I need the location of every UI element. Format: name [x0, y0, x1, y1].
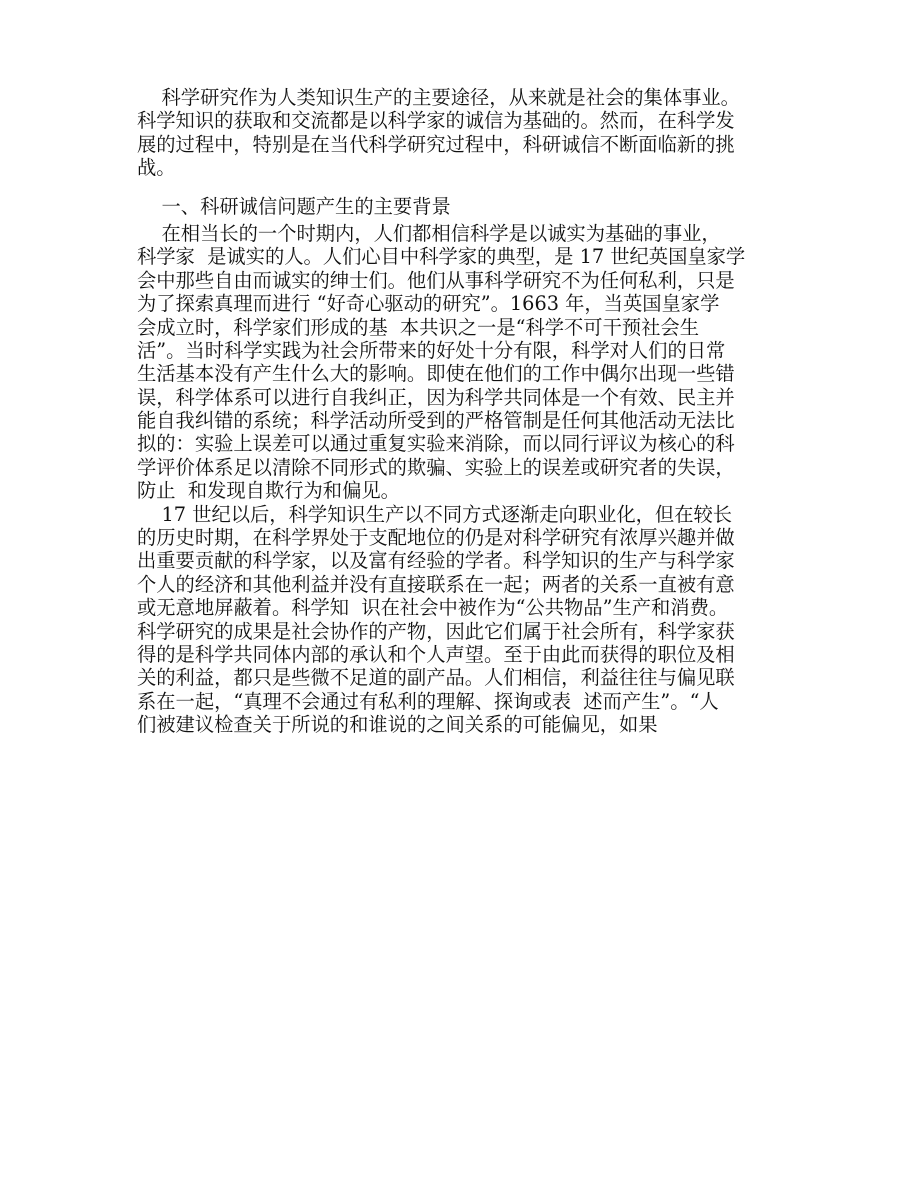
intro-line-2: 科学知识的获取和交流都是以科学家的诚信为基础的。然而，在科学发: [137, 109, 735, 133]
body1-line-3: 会中那些自由而诚实的绅士们。他们从事科学研究不为任何私利，只是: [137, 268, 735, 292]
body1-line-9: 能自我纠错的系统；科学活动所受到的严格管制是任何其他活动无法比: [137, 409, 735, 433]
body-paragraph-1: [137, 222, 789, 503]
body2-line-8: 关的利益，都只是些微不足道的副产品。人们相信，利益往往与偏见联: [137, 666, 735, 690]
body2-line-3: 出重要贡献的科学家，以及富有经验的学者。科学知识的生产与科学家: [137, 549, 735, 573]
body2-line-1: 17 世纪以后，科学知识生产以不同方式逐渐走向职业化，但在较长: [137, 502, 733, 526]
body1-line-10: 拟的：实验上误差可以通过重复实验来消除，而以同行评议为核心的科: [137, 432, 735, 456]
body2-line-9: 系在一起，“真理不会通过有私利的理解、探询或表 述而产生”。“人: [137, 689, 719, 713]
body2-line-4: 个人的经济和其他利益并没有直接联系在一起；两者的关系一直被有意: [137, 572, 735, 596]
body2-line-10: 们被建议检查关于所说的和谁说的之间关系的可能偏见，如果: [137, 713, 658, 737]
body-paragraph-2: [137, 503, 789, 737]
intro-paragraph: [137, 86, 789, 180]
body1-line-5: 会成立时，科学家们形成的基 本共识之一是“科学不可干预社会生: [137, 315, 699, 339]
body2-line-6: 科学研究的成果是社会协作的产物，因此它们属于社会所有，科学家获: [137, 619, 735, 643]
body2-line-5: 或无意地屏蔽着。科学知 识在社会中被作为“公共物品”生产和消费。: [137, 596, 729, 620]
section-heading: 一、科研诚信问题产生的主要背景: [137, 194, 451, 218]
body1-line-8: 误，科学体系可以进行自我纠正，因为科学共同体是一个有效、民主并: [137, 385, 735, 409]
body1-line-12: 防止 和发现自欺行为和偏见。: [137, 479, 400, 503]
intro-line-3: 展的过程中，特别是在当代科学研究过程中，科研诚信不断面临新的挑: [137, 132, 735, 156]
body1-line-2: 科学家 是诚实的人。人们心目中科学家的典型，是 17 世纪英国皇家学: [137, 245, 746, 269]
body1-line-4: 为了探索真理而进行 “好奇心驱动的研究”。1663 年，当英国皇家学: [137, 292, 720, 316]
body2-line-2: 的历史时期，在科学界处于支配地位的仍是对科学研究有浓厚兴趣并做: [137, 526, 735, 550]
paragraph-gap: [137, 180, 789, 195]
document-body: [137, 86, 789, 737]
body1-line-6: 活”。当时科学实践为社会所带来的好处十分有限，科学对人们的日常: [137, 338, 726, 362]
body2-line-7: 得的是科学共同体内部的承认和个人声望。至于由此而获得的职位及相: [137, 642, 735, 666]
intro-line-1: 科学研究作为人类知识生产的主要途径，从来就是社会的集体事业。: [137, 86, 740, 109]
body1-line-1: 在相当长的一个时期内，人们都相信科学是以诚实为基础的事业，: [137, 221, 721, 245]
body1-line-11: 学评价体系足以清除不同形式的欺骗、实验上的误差或研究者的失误，: [137, 455, 735, 479]
body1-line-7: 生活基本没有产生什么大的影响。即使在他们的工作中偶尔出现一些错: [137, 362, 735, 386]
intro-line-4: 战。: [137, 156, 176, 180]
